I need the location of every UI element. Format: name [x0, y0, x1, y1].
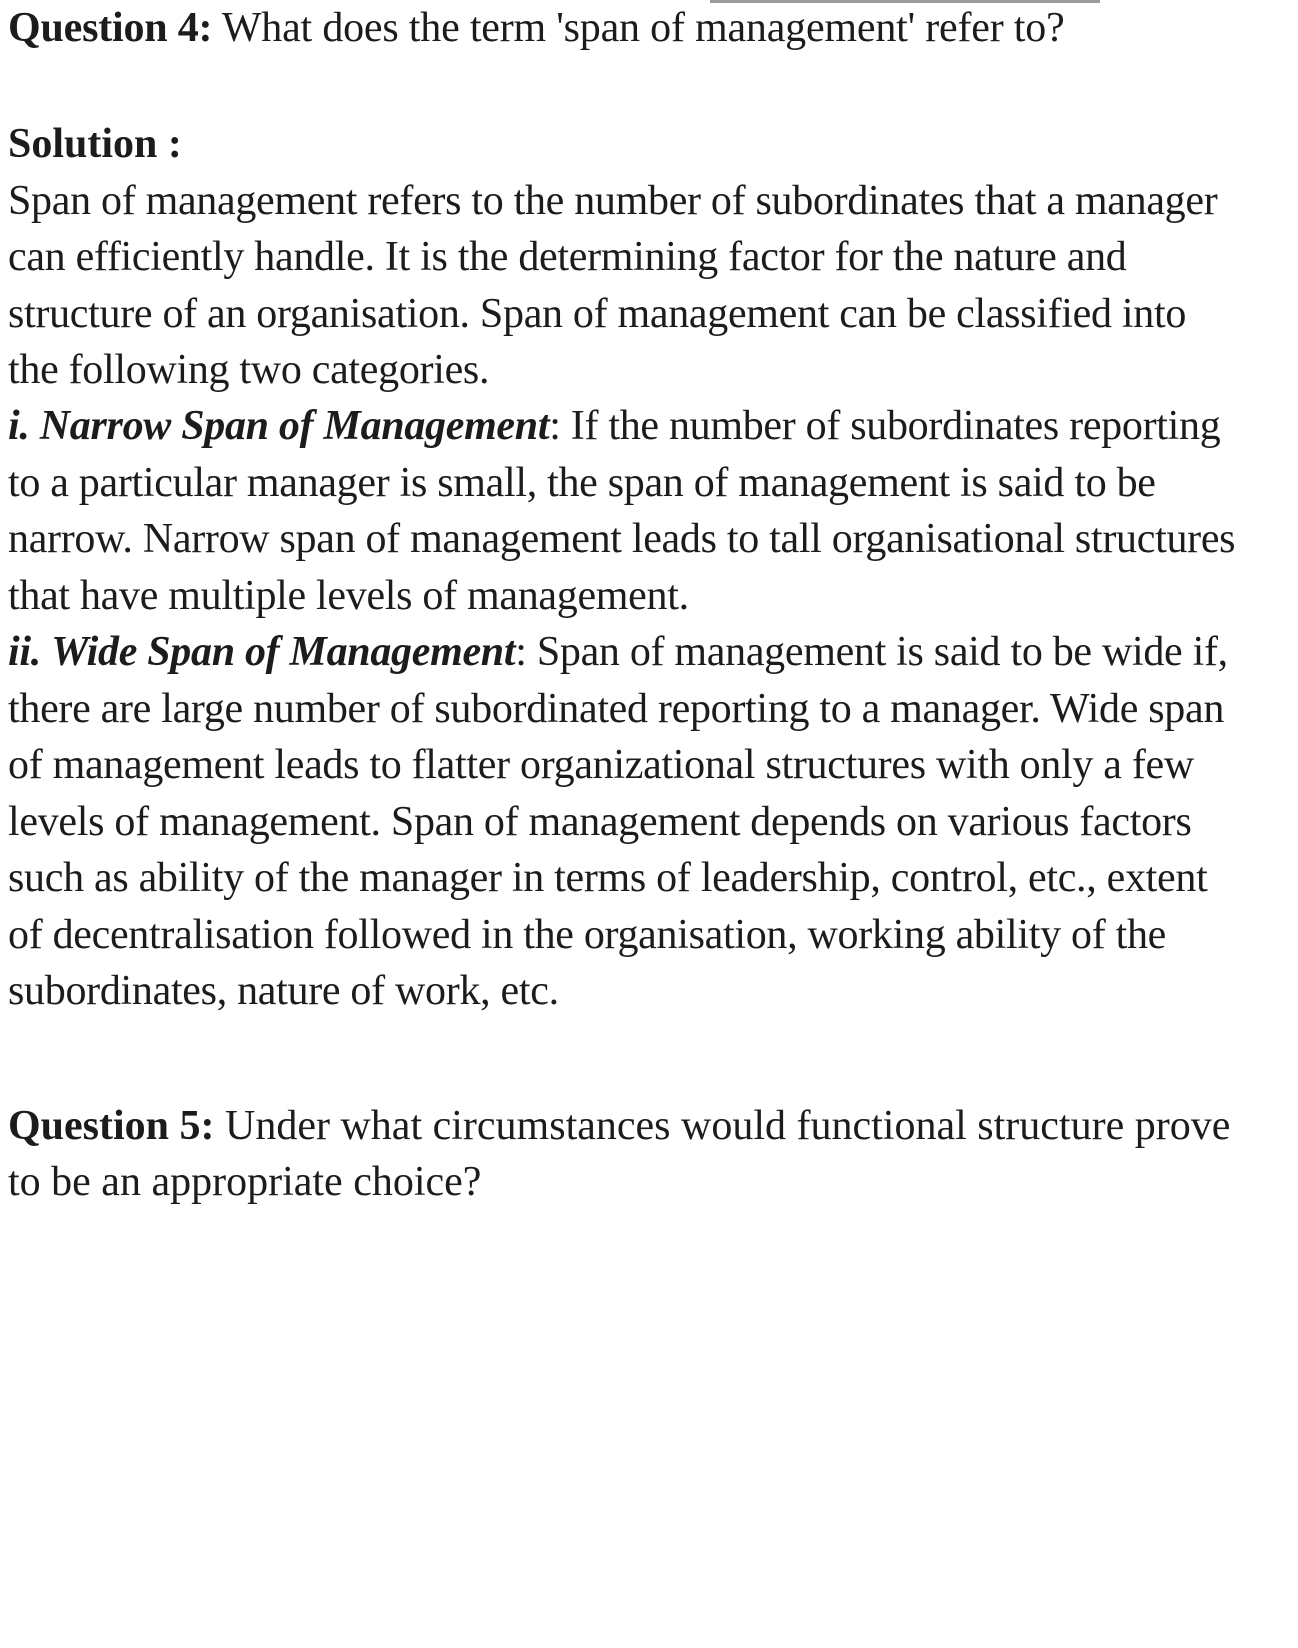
point-wide-body: : Span of management is said to be wide if, there are large number of subordinated reporting to a manager. Wide span of management leads to flatter organizational structures with only a few levels of management. Span of management depends on various factors such as ability of the manager in terms of leadership, control, etc., extent of decentralisation followed in the organisation, working ability of the subordinates, nature of work, etc. [8, 629, 1228, 1015]
spacer-before-question-5 [8, 1020, 1238, 1098]
page-top-rule [710, 0, 1100, 3]
point-narrow-body: : If the number of subordinates reporting to a particular manager is small, the span of management is said to be narrow. Narrow span of management leads to tall organisational structures that have multiple levels of management. [8, 403, 1236, 619]
point-wide-index: ii. [8, 629, 41, 676]
solution-intro-paragraph: Span of management refers to the number of subordinates that a manager can efficiently handle. It is the determining factor for the nature and structure of an organisation. Span of management can be classified into the following two categories. [8, 177, 1218, 393]
question-4-label: Question 4: [8, 5, 213, 51]
spacer-after-question-4 [8, 56, 1238, 116]
question-5-block [8, 1098, 1238, 1211]
solution-heading: Solution : [8, 121, 182, 168]
question-4-text: What does the term 'span of management' refer to? [212, 5, 1065, 51]
point-narrow-index: i. [8, 403, 30, 450]
point-wide-title: Wide Span of Management [51, 629, 516, 676]
question-4-block [8, 0, 1238, 56]
question-5-label: Question 5: [8, 1102, 215, 1149]
point-narrow-title: Narrow Span of Management [39, 403, 550, 450]
question-5-text: Under what circumstances would functional structure prove to be an appropriate choice? [8, 1102, 1231, 1206]
point-narrow-span [8, 398, 1238, 624]
point-wide-span [8, 624, 1238, 1019]
